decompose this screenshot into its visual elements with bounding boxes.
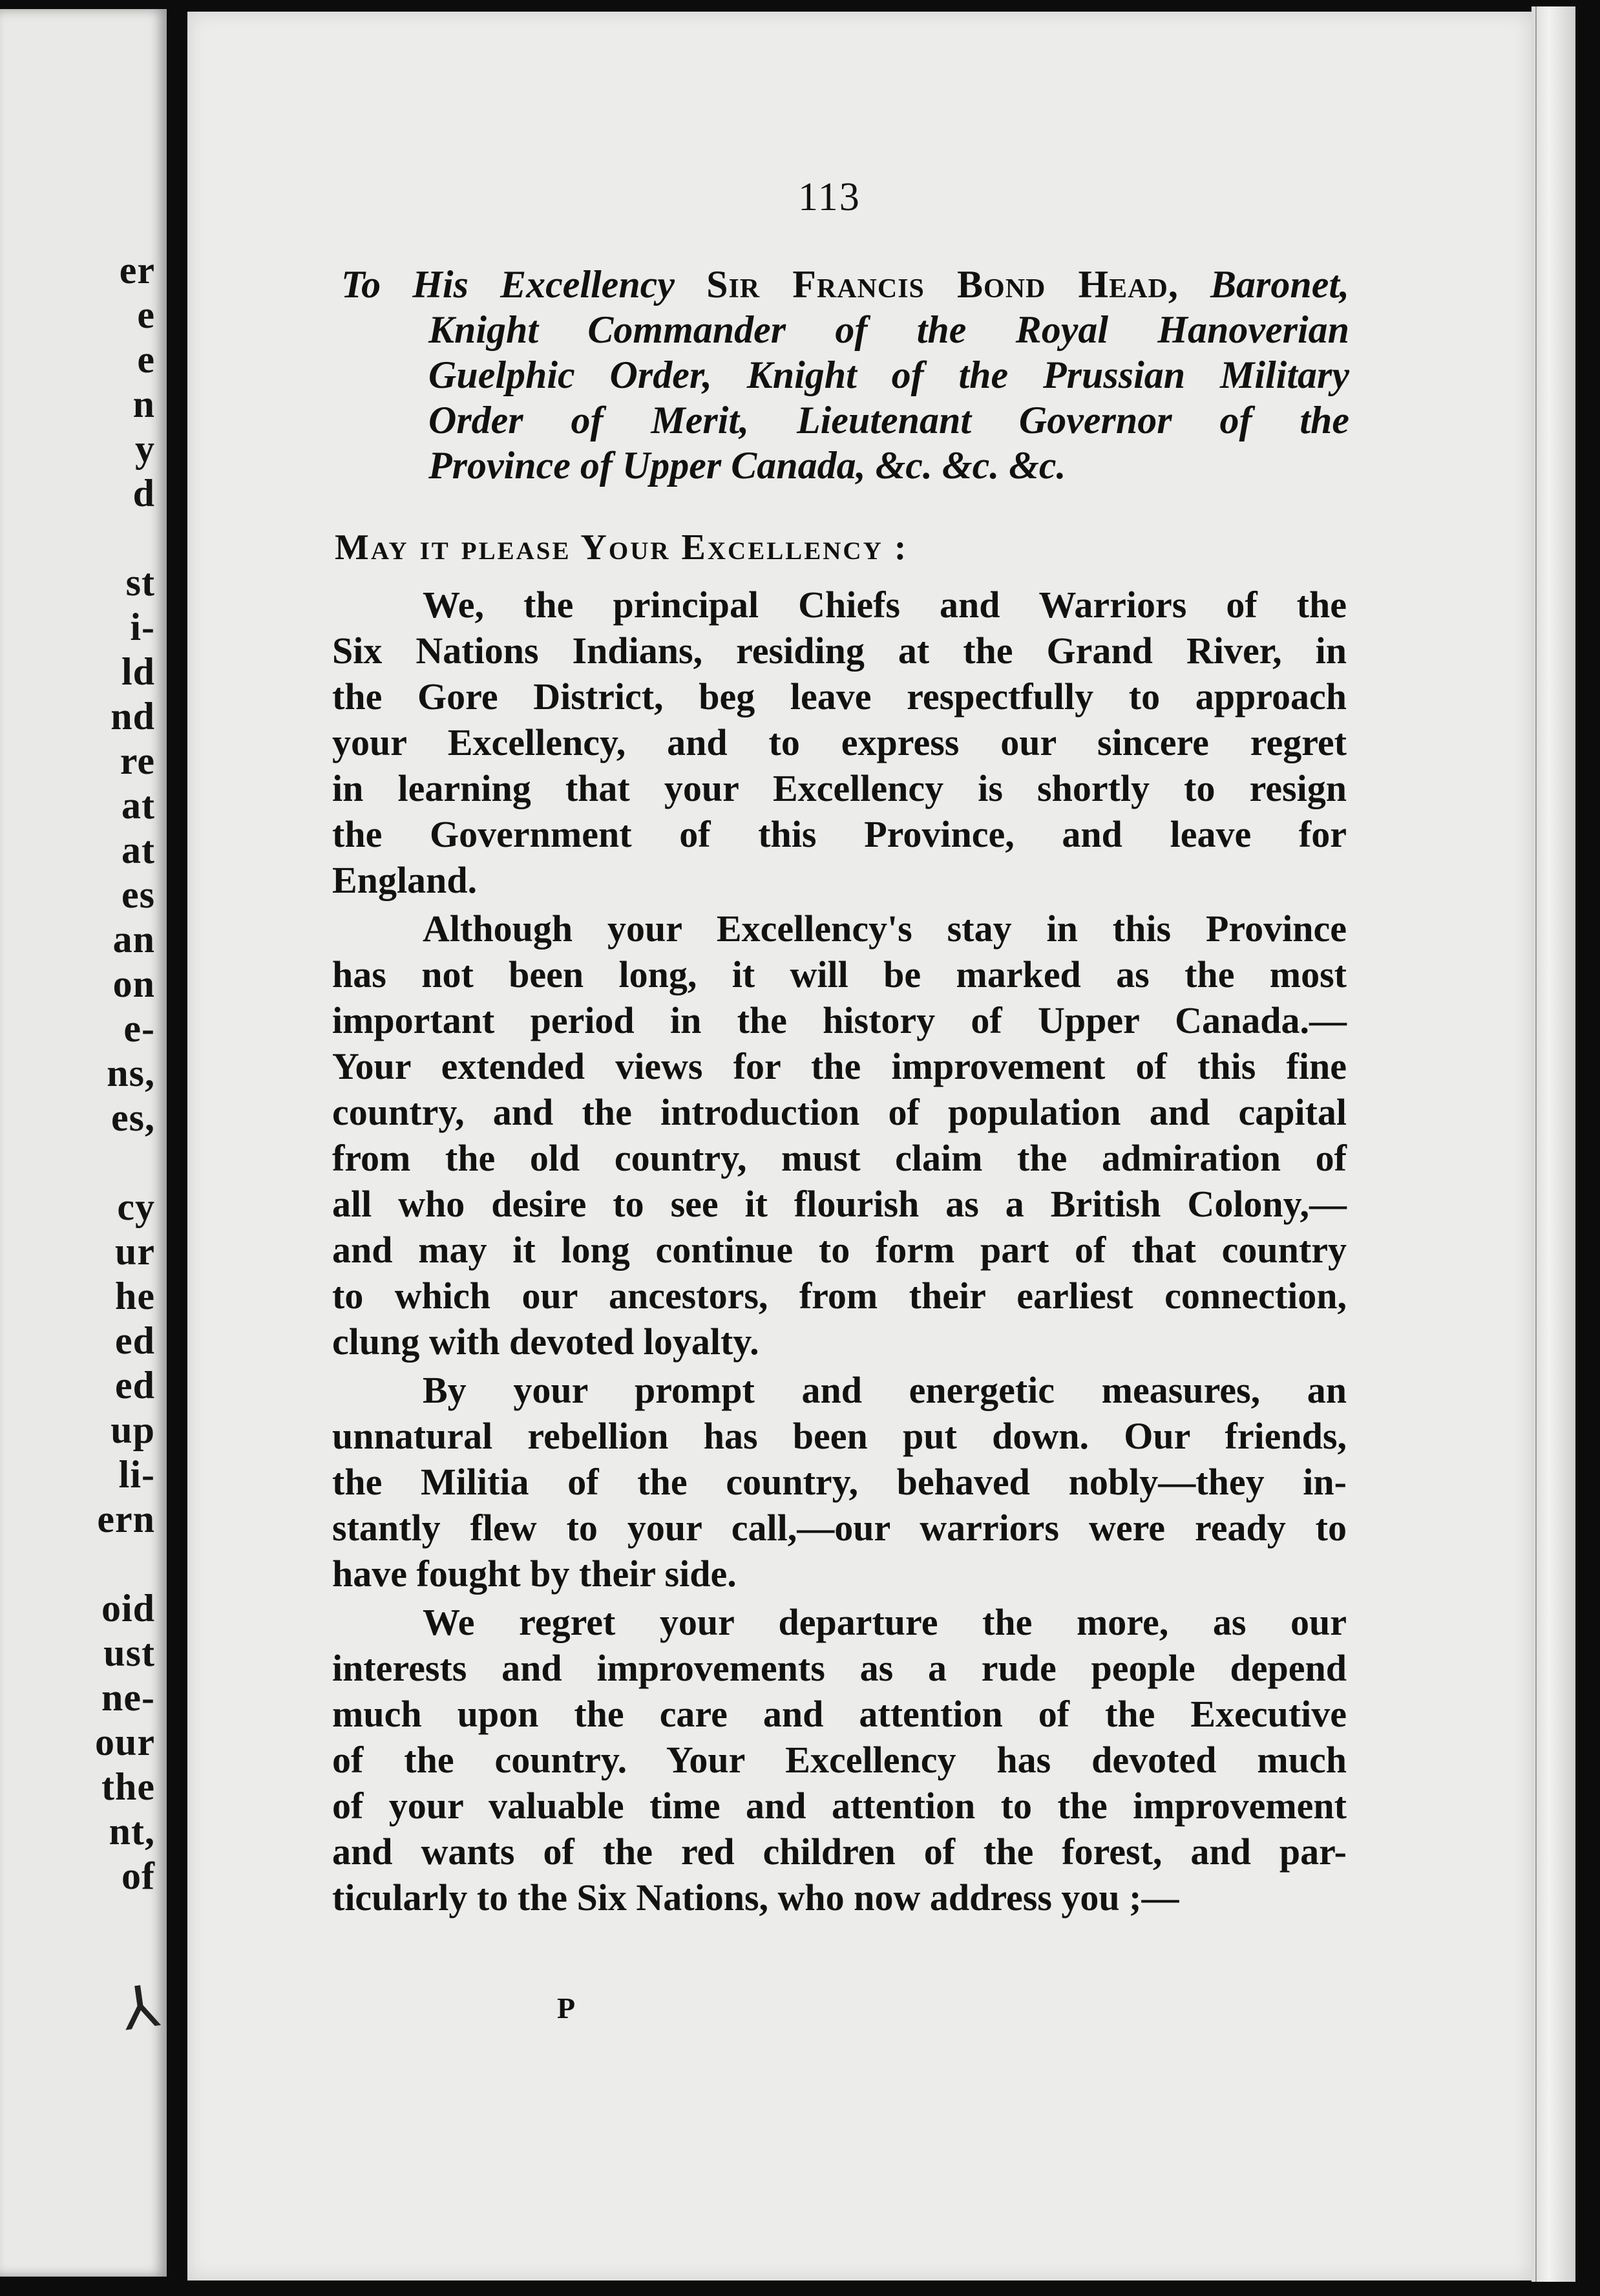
left-page-line-fragment: ed bbox=[115, 1319, 155, 1362]
left-page-line-fragment: ne- bbox=[101, 1676, 155, 1719]
text-line: and wants of the red children of the forest, and par- bbox=[332, 1831, 1347, 1873]
left-page-line-fragment: es bbox=[121, 873, 155, 916]
left-page-line-fragment: li- bbox=[118, 1453, 155, 1496]
left-page-line-fragment: cy bbox=[117, 1185, 155, 1228]
left-page-line-fragment: the bbox=[101, 1765, 155, 1808]
left-page-line-fragment: er bbox=[119, 249, 155, 292]
signature-mark: P bbox=[557, 1992, 576, 2025]
left-page-line-fragment: es, bbox=[111, 1096, 155, 1139]
text-line: Although your Excellency's stay in this Province bbox=[423, 908, 1347, 950]
address-heading bbox=[341, 262, 1349, 488]
letter-body bbox=[332, 582, 1347, 1923]
paragraph bbox=[332, 1367, 1347, 1597]
left-page-line-fragment: ern bbox=[97, 1498, 155, 1540]
address-title-first: Baronet, bbox=[1210, 263, 1350, 306]
left-page-line-fragment: n bbox=[132, 383, 155, 425]
left-page-line-fragment bbox=[95, 516, 155, 560]
left-page-line-fragment: e bbox=[137, 338, 155, 381]
text-line: We, the principal Chiefs and Warriors of the bbox=[423, 584, 1347, 626]
text-line: important period in the history of Upper Canada.— bbox=[332, 999, 1347, 1041]
left-page-line-fragment: y bbox=[135, 427, 155, 470]
left-page-line-fragments bbox=[95, 248, 155, 1898]
text-line: stantly flew to your call,—our warriors were ready to bbox=[332, 1507, 1347, 1549]
left-page-line-fragment: our bbox=[95, 1721, 155, 1763]
left-page-line-fragment: up bbox=[111, 1408, 155, 1451]
address-first-line bbox=[341, 262, 1349, 307]
text-line: much upon the care and attention of the Executive bbox=[332, 1693, 1347, 1735]
address-line: Order of Merit, Lieutenant Governor of the bbox=[428, 399, 1349, 441]
text-line: and may it long continue to form part of that country bbox=[332, 1229, 1347, 1271]
left-facing-page bbox=[0, 9, 167, 2277]
text-line: country, and the introduction of population and capital bbox=[332, 1091, 1347, 1133]
margin-mark: ⅄ bbox=[118, 1972, 163, 2045]
left-page-line-fragment: ur bbox=[115, 1230, 155, 1273]
paragraph bbox=[332, 906, 1347, 1365]
text-line: all who desire to see it flourish as a British Colony,— bbox=[332, 1183, 1347, 1225]
paragraph bbox=[332, 1599, 1347, 1920]
address-line: Guelphic Order, Knight of the Prussian Military bbox=[428, 354, 1349, 396]
text-line: ticularly to the Six Nations, who now address you ;— bbox=[332, 1876, 1179, 1919]
text-line: to which our ancestors, from their earliest connection, bbox=[332, 1275, 1347, 1317]
address-line: Province of Upper Canada, &c. &c. &c. bbox=[428, 444, 1066, 487]
address-prefix: To His Excellency bbox=[341, 263, 675, 306]
left-page-line-fragment: of bbox=[121, 1855, 155, 1897]
left-page-line-fragment: ed bbox=[115, 1364, 155, 1407]
text-line: in learning that your Excellency is shortly to resign bbox=[332, 767, 1347, 809]
left-page-line-fragment: ns, bbox=[107, 1052, 155, 1094]
left-page-line-fragment: ld bbox=[121, 650, 155, 693]
text-line: We regret your departure the more, as our bbox=[423, 1601, 1347, 1643]
left-page-line-fragment: d bbox=[132, 472, 155, 515]
salutation: May it please Your Excellency : bbox=[335, 527, 909, 568]
left-page-line-fragment: nt, bbox=[109, 1810, 155, 1853]
left-page-line-fragment: at bbox=[121, 829, 155, 871]
text-line: Six Nations Indians, residing at the Grand River, in bbox=[332, 630, 1347, 672]
text-line: from the old country, must claim the admiration of bbox=[332, 1137, 1347, 1179]
left-page-line-fragment: e bbox=[137, 293, 155, 336]
left-page-line-fragment: on bbox=[112, 962, 155, 1005]
text-line: of your valuable time and attention to the improvement bbox=[332, 1785, 1347, 1827]
address-titles bbox=[341, 307, 1349, 488]
text-line: England. bbox=[332, 859, 478, 901]
left-page-line-fragment: re bbox=[120, 739, 155, 782]
text-line: the Militia of the country, behaved nobly—they in- bbox=[332, 1461, 1347, 1503]
left-page-line-fragment: e- bbox=[123, 1007, 155, 1050]
left-page-line-fragment: oid bbox=[101, 1587, 155, 1630]
address-line: Knight Commander of the Royal Hanoverian bbox=[428, 308, 1349, 351]
text-line: clung with devoted loyalty. bbox=[332, 1321, 759, 1363]
left-page-line-fragment: an bbox=[112, 918, 155, 961]
text-line: the Government of this Province, and leave for bbox=[332, 813, 1347, 855]
left-page-line-fragment: he bbox=[115, 1275, 155, 1317]
text-line: By your prompt and energetic measures, an bbox=[423, 1369, 1347, 1411]
left-page-line-fragment: st bbox=[125, 561, 155, 604]
page-edge bbox=[1532, 6, 1575, 2282]
text-line: have fought by their side. bbox=[332, 1553, 737, 1595]
text-line: the Gore District, beg leave respectfully to approach bbox=[332, 675, 1347, 717]
text-line: of the country. Your Excellency has devoted much bbox=[332, 1739, 1347, 1781]
text-line: has not been long, it will be marked as the most bbox=[332, 953, 1347, 995]
left-page-line-fragment: i- bbox=[130, 606, 155, 648]
left-page-line-fragment bbox=[95, 1140, 155, 1185]
text-line: Your extended views for the improvement of this fine bbox=[332, 1045, 1347, 1087]
left-page-line-fragment: at bbox=[121, 784, 155, 827]
page-number: 113 bbox=[798, 175, 861, 219]
paragraph bbox=[332, 582, 1347, 903]
left-page-line-fragment: nd bbox=[111, 695, 155, 738]
address-name: Sir Francis Bond Head, bbox=[706, 263, 1179, 306]
text-line: unnatural rebellion has been put down. Our friends, bbox=[332, 1415, 1347, 1457]
left-page-line-fragment bbox=[95, 1542, 155, 1586]
text-line: your Excellency, and to express our sincere regret bbox=[332, 721, 1347, 763]
left-page-line-fragment: ust bbox=[103, 1632, 155, 1674]
text-line: interests and improvements as a rude people depend bbox=[332, 1647, 1347, 1689]
